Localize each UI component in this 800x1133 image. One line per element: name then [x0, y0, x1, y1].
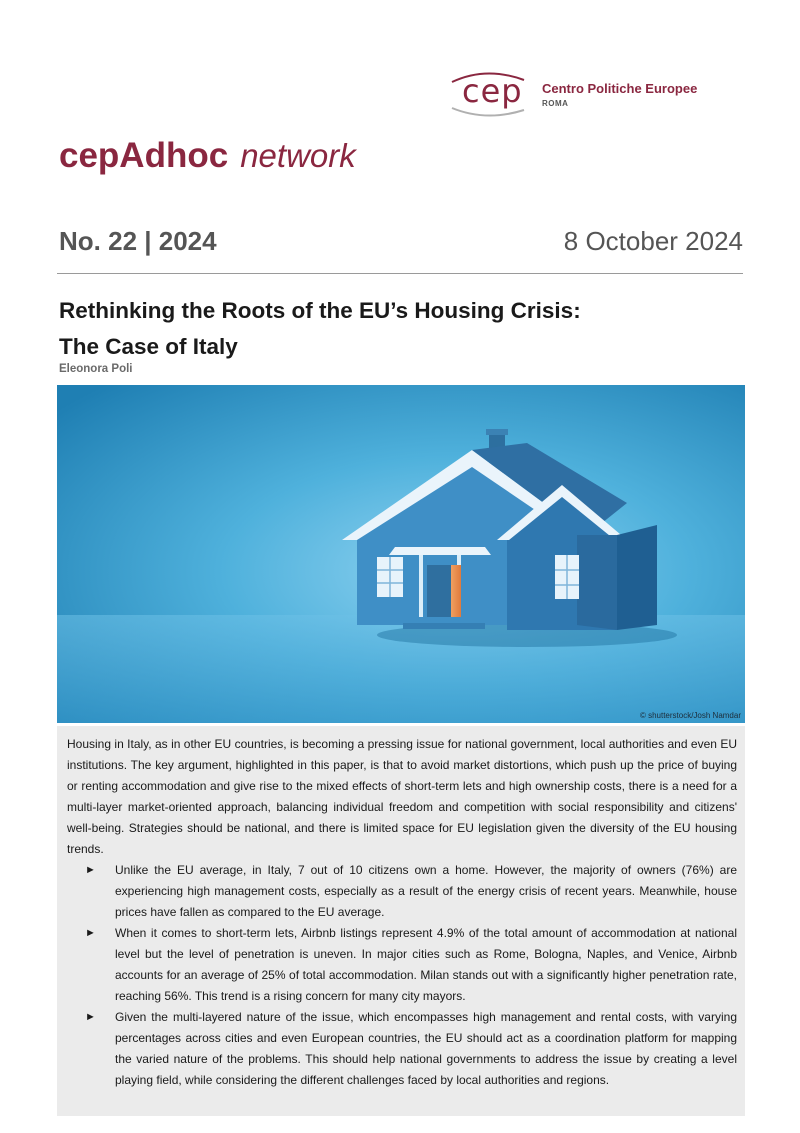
header-divider [57, 273, 743, 274]
issue-number: No. 22 | 2024 [59, 226, 217, 256]
issue-date: 8 October 2024 [563, 226, 743, 256]
hero-image [57, 385, 745, 723]
title-line-2: The Case of Italy [59, 334, 238, 359]
author: Eleonora Poli [59, 363, 133, 375]
list-item [57, 923, 745, 1007]
series-name-light: network [240, 137, 356, 174]
bullet-text: Given the multi-layered nature of the issue, which encompasses high management and rental costs, with varying percentages across cities and even European countries, the EU should act as a coordination platform for mapping the varied nature of the problems. This should help national governments to address the issue by creating a level playing field, while considering the different challenges faced by local authorities and regions. [115, 1010, 737, 1087]
list-item [57, 860, 745, 923]
logo-organization: Centro Politiche Europee [542, 81, 698, 96]
series-name [59, 136, 356, 176]
summary-box [57, 726, 745, 1116]
bullet-arrow-icon: ► [85, 1011, 96, 1023]
bullet-arrow-icon: ► [85, 864, 96, 876]
list-item [57, 1007, 745, 1091]
page-title [59, 293, 749, 365]
title-line-1: Rethinking the Roots of the EU’s Housing Crisis: [59, 298, 581, 323]
bullet-arrow-icon: ► [85, 927, 96, 939]
logo-city: ROMA [542, 99, 569, 108]
bullet-text: When it comes to short-term lets, Airbnb listings represent 4.9% of the total amount of accommodation at national level but the level of penetration is uneven. In major cities such as Rome, Bologna, Naples, and Venice, Airbnb accounts for an average of 25% of total accommodation. Milan stands out with a significantly higher penetration rate, reaching 56%. This trend is a rising concern for many city mayors. [115, 926, 737, 1003]
image-credit: © shutterstock/Josh Namdar [639, 711, 741, 720]
cep-logo [446, 72, 746, 118]
bullet-text: Unlike the EU average, in Italy, 7 out of 10 citizens own a home. However, the majority of owners (76%) are experiencing high management costs, especially as a result of the energy crisis of recent years. Meanwhile, house prices have fallen as compared to the EU average. [115, 863, 737, 919]
logo-mark-text: cep [462, 72, 523, 110]
series-name-bold: cepAdhoc [59, 136, 229, 175]
house-illustration-icon [57, 385, 745, 723]
key-points-list [57, 860, 745, 1091]
cep-logo-mark [446, 72, 536, 118]
summary-intro: Housing in Italy, as in other EU countries, is becoming a pressing issue for national government, local authorities and even EU institutions. The key argument, highlighted in this paper, is that to avoid market distortions, which push up the price of buying or renting accommodation and give rise to the mixed effects of short-term lets and high ownership costs, there is a need for a multi-layer market-oriented approach, balancing individual freedom and competition with social responsibility and citizens' well-being. Strategies should be national, and there is limited space for EU legislation given the diversity of the EU housing trends. [67, 737, 737, 856]
